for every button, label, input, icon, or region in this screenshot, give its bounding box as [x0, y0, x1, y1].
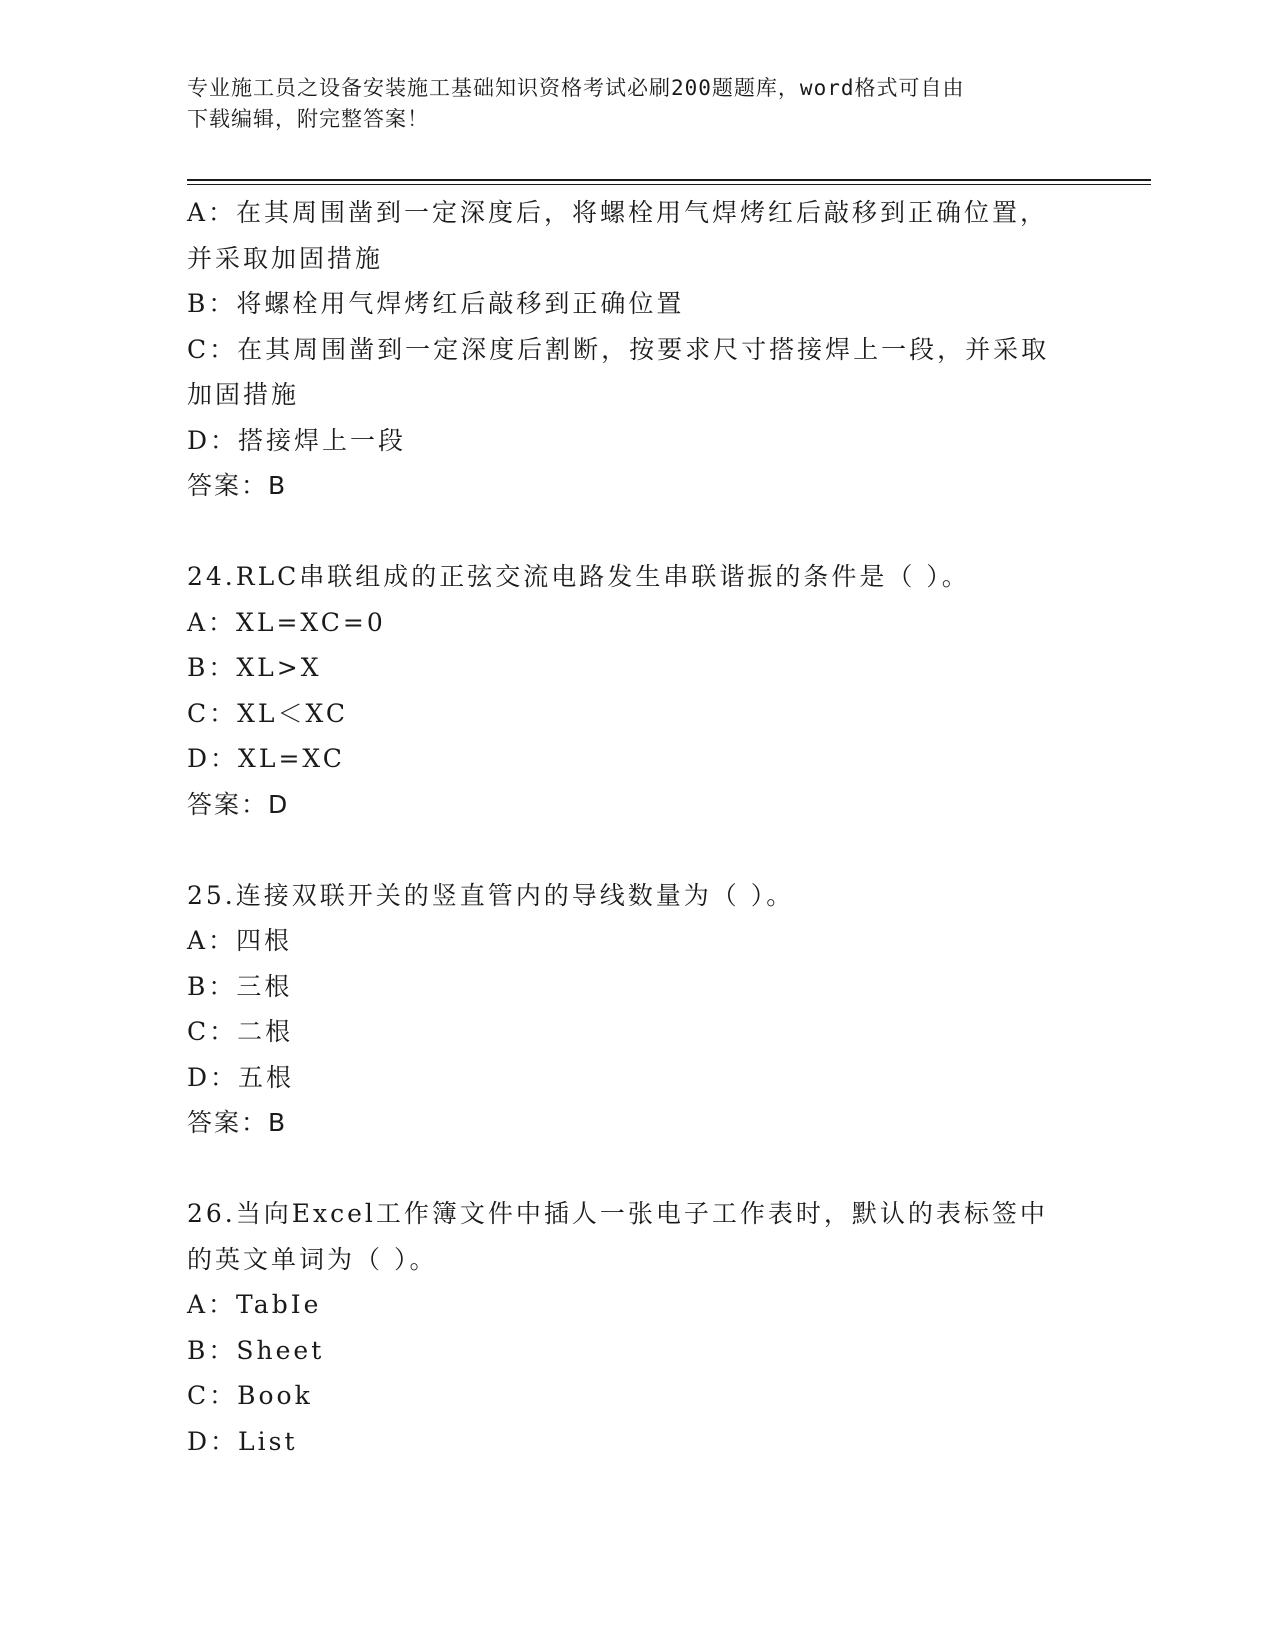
q25-option-a: A：四根: [187, 926, 293, 955]
q25-option-c: C：二根: [187, 1017, 294, 1046]
q25-option-d: D：五根: [187, 1062, 295, 1092]
header-divider-thick: [187, 179, 1151, 181]
q23-answer: 答案：B: [187, 471, 288, 500]
q24-option-d: D：XL=XC: [187, 744, 345, 773]
question-25: [187, 873, 1087, 1146]
q24-option-c: C：XL＜XC: [187, 698, 349, 728]
spacer: [187, 1146, 1087, 1192]
q23-option-c-line-2: 加固措施: [187, 380, 300, 409]
q24-question: 24.RLC串联组成的正弦交流电路发生串联谐振的条件是（ ）。: [187, 562, 970, 591]
header-divider-thin: [187, 184, 1151, 185]
q24-option-a: A：XL=XC=0: [187, 607, 386, 637]
q26-option-d: D：List: [187, 1426, 298, 1456]
header-line-1: 专业施工员之设备安装施工基础知识资格考试必刷200题题库，word格式可自由: [187, 76, 965, 100]
q26-option-b: B：Sheet: [187, 1335, 325, 1365]
document-header: [187, 73, 1067, 135]
q23-option-b: B：将螺栓用气焊烤红后敲移到正确位置: [187, 289, 685, 318]
spacer: [187, 827, 1087, 873]
question-list: [187, 190, 1087, 1464]
header-line-2: 下载编辑，附完整答案！: [187, 107, 429, 131]
q24-option-b: B：XL>X: [187, 653, 322, 682]
q26-option-a: A：TabIe: [187, 1290, 322, 1319]
q23-option-c-line-1: C：在其周围凿到一定深度后割断，按要求尺寸搭接焊上一段，并采取: [187, 334, 1050, 364]
q26-question-line-1: 26.当向Excel工作簿文件中插人一张电子工作表时，默认的表标签中: [187, 1199, 1048, 1228]
q25-option-b: B：三根: [187, 971, 293, 1001]
q26-option-c: C：Book: [187, 1381, 313, 1410]
question-26: [187, 1191, 1087, 1464]
q24-answer: 答案：D: [187, 789, 290, 819]
question-24: [187, 554, 1087, 827]
question-23: [187, 190, 1087, 509]
q23-option-a-line-1: A：在其周围凿到一定深度后，将螺栓用气焊烤红后敲移到正确位置，: [187, 198, 1049, 227]
q23-option-d: D：搭接焊上一段: [187, 425, 407, 455]
spacer: [187, 509, 1087, 555]
q26-question-line-2: 的英文单词为（ ）。: [187, 1244, 438, 1274]
q25-answer: 答案：B: [187, 1108, 288, 1137]
q23-option-a-line-2: 并采取加固措施: [187, 243, 384, 273]
q25-question: 25.连接双联开关的竖直管内的导线数量为（ ）。: [187, 880, 795, 910]
